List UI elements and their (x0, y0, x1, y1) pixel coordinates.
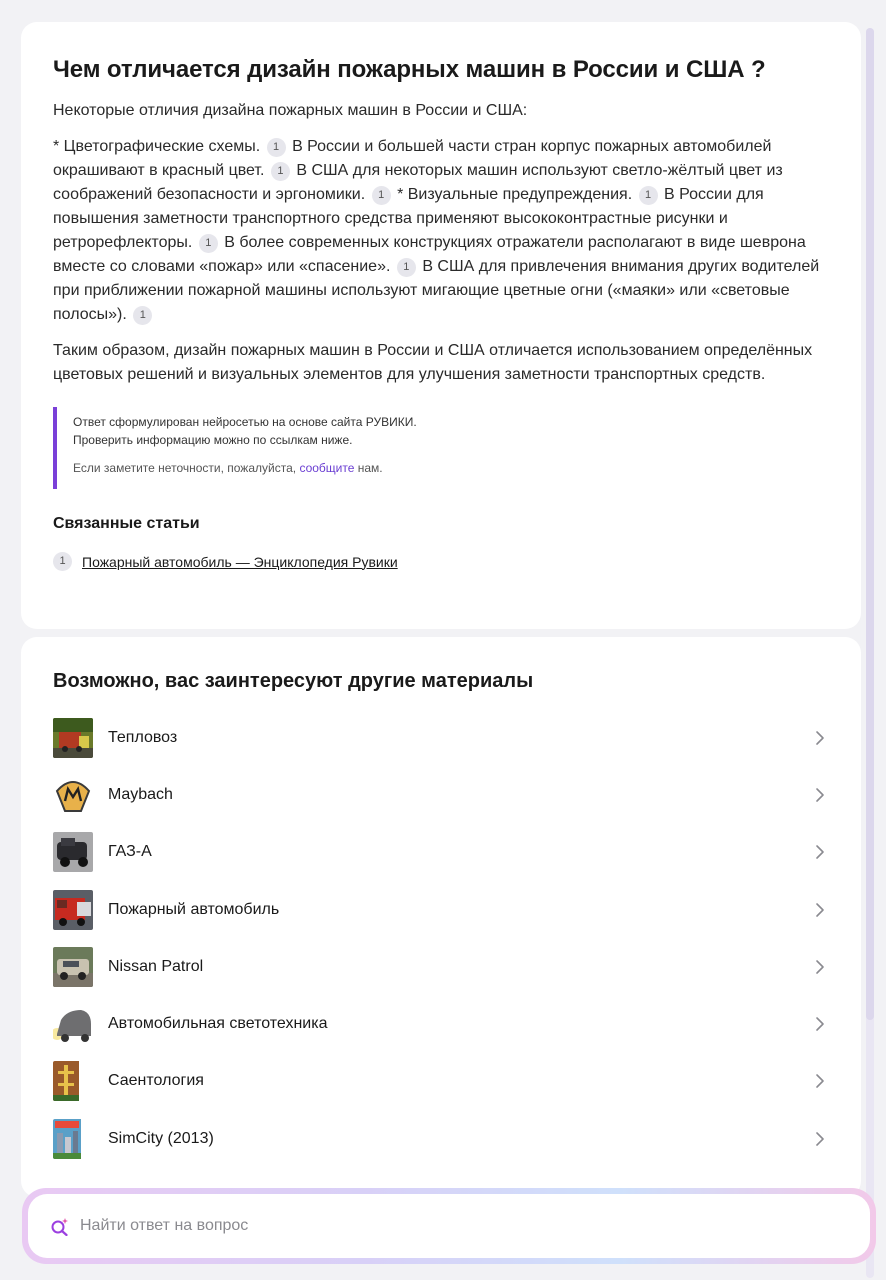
more-item-label: ГАЗ-А (108, 843, 152, 861)
ai-search-icon (50, 1216, 70, 1236)
firetruck-thumbnail (53, 890, 93, 930)
answer-segment: В США для некоторых машин используют светло-жёлтый цвет из соображений безопасности и эргономики. (53, 162, 783, 203)
maybach-logo (53, 775, 93, 815)
notice-report-prefix: Если заметите неточности, пожалуйста, (73, 461, 297, 475)
more-item-simcity[interactable] (53, 1110, 829, 1167)
notice-report-suffix: нам. (357, 461, 383, 475)
answer-segment: В России и большей части стран корпус пожарных автомобилей окрашивают в красный цвет. (53, 138, 772, 179)
reference-badge[interactable]: 1 (372, 186, 391, 205)
more-item-nissan-patrol[interactable] (53, 938, 829, 995)
reference-badge[interactable]: 1 (397, 258, 416, 277)
car-lighting-thumbnail (53, 1004, 93, 1044)
scrollbar-thumb[interactable] (866, 28, 874, 1020)
search-bar (22, 1188, 876, 1264)
search-input[interactable] (80, 1217, 780, 1235)
chevron-right-icon (815, 959, 825, 975)
scientology-thumbnail (53, 1061, 93, 1101)
search-box[interactable] (28, 1194, 870, 1258)
more-item-teplovoz[interactable] (53, 709, 829, 766)
answer-segment: В более современных конструкциях отражатели располагают в виде шеврона вместе со словами «пожар» или «спасение». (53, 234, 806, 275)
report-link[interactable]: сообщите (299, 461, 355, 475)
related-title: Связанные статьи (53, 515, 200, 532)
chevron-right-icon (815, 902, 825, 918)
more-item-label: Автомобильная светотехника (108, 1015, 328, 1033)
question-title: Чем отличается дизайн пожарных машин в России и США ? (53, 56, 766, 83)
answer-segment: В России для повышения заметности транспортного средства применяют высококонтрастные рисунки и ретрорефлекторы. (53, 186, 764, 251)
ai-notice (53, 407, 829, 489)
answer-intro: Некоторые отличия дизайна пожарных машин в России и США: (53, 102, 528, 119)
more-materials-card (21, 637, 861, 1197)
chevron-right-icon (815, 1131, 825, 1147)
more-item-maybach[interactable] (53, 766, 829, 823)
notice-line-1: Ответ сформулирован нейросетью на основе сайта РУВИКИ. (73, 415, 417, 429)
answer-conclusion: Таким образом, дизайн пожарных машин в России и США отличается использованием определённых цветовых решений и визуальных элементов для улучшения заметности транспортных средств. (53, 342, 813, 383)
teplovoz-thumbnail (53, 718, 93, 758)
notice-line-2: Проверить информацию можно по ссылкам ниже. (73, 433, 353, 447)
answer-card (21, 22, 861, 629)
nissan-patrol-thumbnail (53, 947, 93, 987)
gaz-a-thumbnail (53, 832, 93, 872)
chevron-right-icon (815, 787, 825, 803)
more-item-label: Пожарный автомобиль (108, 900, 280, 918)
more-item-label: Nissan Patrol (108, 957, 204, 975)
related-link[interactable]: Пожарный автомобиль — Энциклопедия Рувики (82, 553, 398, 570)
answer-segment: В США для привлечения внимания других водителей при приближении пожарной машины используют мигающие цветные огни («маяки» или «световые полосы»). (53, 258, 820, 323)
chevron-right-icon (815, 1016, 825, 1032)
more-list (53, 709, 829, 1167)
reference-badge[interactable]: 1 (267, 138, 286, 157)
answer-segment: * Цветографические схемы. (53, 138, 261, 155)
more-item-car-lighting[interactable] (53, 995, 829, 1052)
more-item-label: Тепловоз (108, 728, 178, 746)
reference-badge[interactable]: 1 (133, 306, 152, 325)
reference-badge[interactable]: 1 (271, 162, 290, 181)
answer-body (53, 135, 829, 327)
more-item-label: Саентология (108, 1072, 204, 1090)
more-title: Возможно, вас заинтересуют другие материалы (53, 670, 534, 692)
more-item-label: SimCity (2013) (108, 1129, 214, 1147)
simcity-thumbnail (53, 1119, 93, 1159)
chevron-right-icon (815, 1073, 825, 1089)
reference-badge[interactable]: 1 (199, 234, 218, 253)
more-item-label: Maybach (108, 785, 173, 803)
answer-segment: * Визуальные предупреждения. (397, 186, 633, 203)
more-item-firetruck[interactable] (53, 881, 829, 938)
related-item[interactable] (53, 552, 829, 571)
more-item-scientology[interactable] (53, 1053, 829, 1110)
reference-badge[interactable]: 1 (639, 186, 658, 205)
notice-report (73, 459, 829, 477)
chevron-right-icon (815, 844, 825, 860)
more-item-gaz-a[interactable] (53, 824, 829, 881)
chevron-right-icon (815, 730, 825, 746)
related-number: 1 (53, 552, 72, 571)
